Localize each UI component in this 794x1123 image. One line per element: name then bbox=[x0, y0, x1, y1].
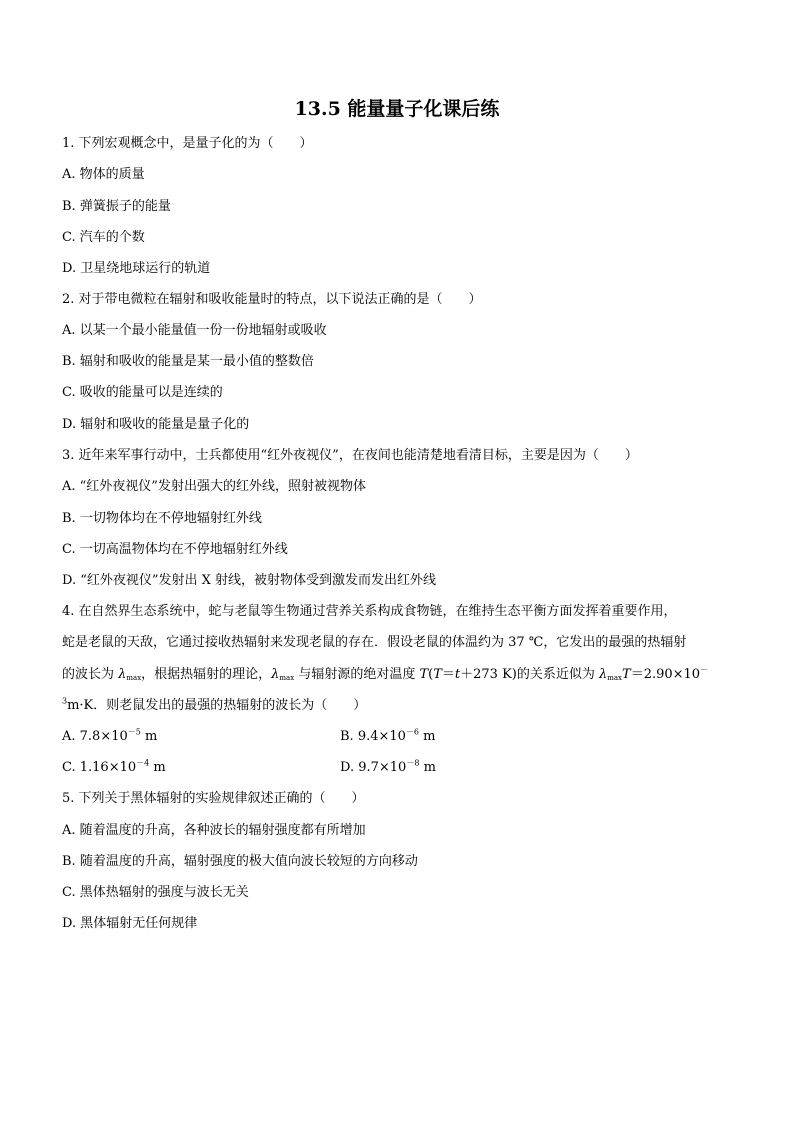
question-1-option-d: D. 卫星绕地球运行的轨道 bbox=[62, 261, 211, 276]
question-4-option-b: B. $9.4\times 10^{-6}$ m bbox=[340, 727, 436, 744]
question-4-option-d: D. $9.7\times 10^{-8}$ m bbox=[340, 758, 436, 775]
question-1-option-a: A. 物体的质量 bbox=[62, 167, 145, 182]
question-2-option-c: C. 吸收的能量可以是连续的 bbox=[62, 385, 223, 400]
question-2-option-d: D. 辐射和吸收的能量是量子化的 bbox=[62, 417, 250, 432]
question-4-stem-line-3: 的波长为 $\lambda_{max}$，根据热辐射的理论，$\lambda_{max}$ 与辐射源的绝对温度 T(T＝t＋273 K)的关系近似为 $\lambda_{max}T=2.90\times 10^-$ bbox=[62, 665, 709, 682]
question-1-option-b: B. 弹簧振子的能量 bbox=[62, 199, 171, 214]
page-title: 13.5 能量量子化课后练 bbox=[294, 98, 500, 120]
question-5-option-d: D. 黑体辐射无任何规律 bbox=[62, 916, 198, 931]
question-5-option-b: B. 随着温度的升高，辐射强度的极大值向波长较短的方向移动 bbox=[62, 854, 418, 869]
question-2-option-b: B. 辐射和吸收的能量是某一最小值的整数倍 bbox=[62, 354, 314, 369]
question-4-option-a: A. $7.8\times 10^{-5}$ m bbox=[62, 727, 158, 744]
question-4-stem-line-2: 蛇是老鼠的天敌，它通过接收热辐射来发现老鼠的存在．假设老鼠的体温约为 37 ℃，它发出的最强的热辐射 bbox=[62, 635, 687, 650]
question-3-option-c: C. 一切高温物体均在不停地辐射红外线 bbox=[62, 542, 288, 557]
question-1-option-c: C. 汽车的个数 bbox=[62, 230, 145, 245]
question-4-option-c: C. $1.16\times 10^{-4}$ m bbox=[62, 758, 166, 775]
question-2-stem: 2. 对于带电微粒在辐射和吸收能量时的特点，以下说法正确的是（ ） bbox=[62, 292, 482, 307]
question-4-stem-line-4: $^3$m·K．则老鼠发出的最强的热辐射的波长为（ ） bbox=[62, 696, 367, 713]
question-3-option-d: D. “红外夜视仪”发射出 X 射线，被射物体受到激发而发出红外线 bbox=[62, 573, 437, 588]
question-1-stem: 1. 下列宏观概念中，是量子化的为（ ） bbox=[62, 136, 313, 151]
question-3-option-b: B. 一切物体均在不停地辐射红外线 bbox=[62, 511, 262, 526]
question-5-option-a: A. 随着温度的升高，各种波长的辐射强度都有所增加 bbox=[62, 823, 366, 838]
question-5-stem: 5. 下列关于黑体辐射的实验规律叙述正确的（ ） bbox=[62, 791, 365, 806]
question-3-stem: 3. 近年来军事行动中，士兵都使用“红外夜视仪”，在夜间也能清楚地看清目标，主要是因为（ ） bbox=[62, 448, 638, 463]
question-3-option-a: A. “红外夜视仪”发射出强大的红外线，照射被视物体 bbox=[62, 479, 366, 494]
question-4-stem-line-1: 4. 在自然界生态系统中，蛇与老鼠等生物通过营养关系构成食物链，在维持生态平衡方面发挥着重要作用， bbox=[62, 604, 677, 619]
question-5-option-c: C. 黑体热辐射的强度与波长无关 bbox=[62, 885, 249, 900]
question-2-option-a: A. 以某一个最小能量值一份一份地辐射或吸收 bbox=[62, 323, 327, 338]
